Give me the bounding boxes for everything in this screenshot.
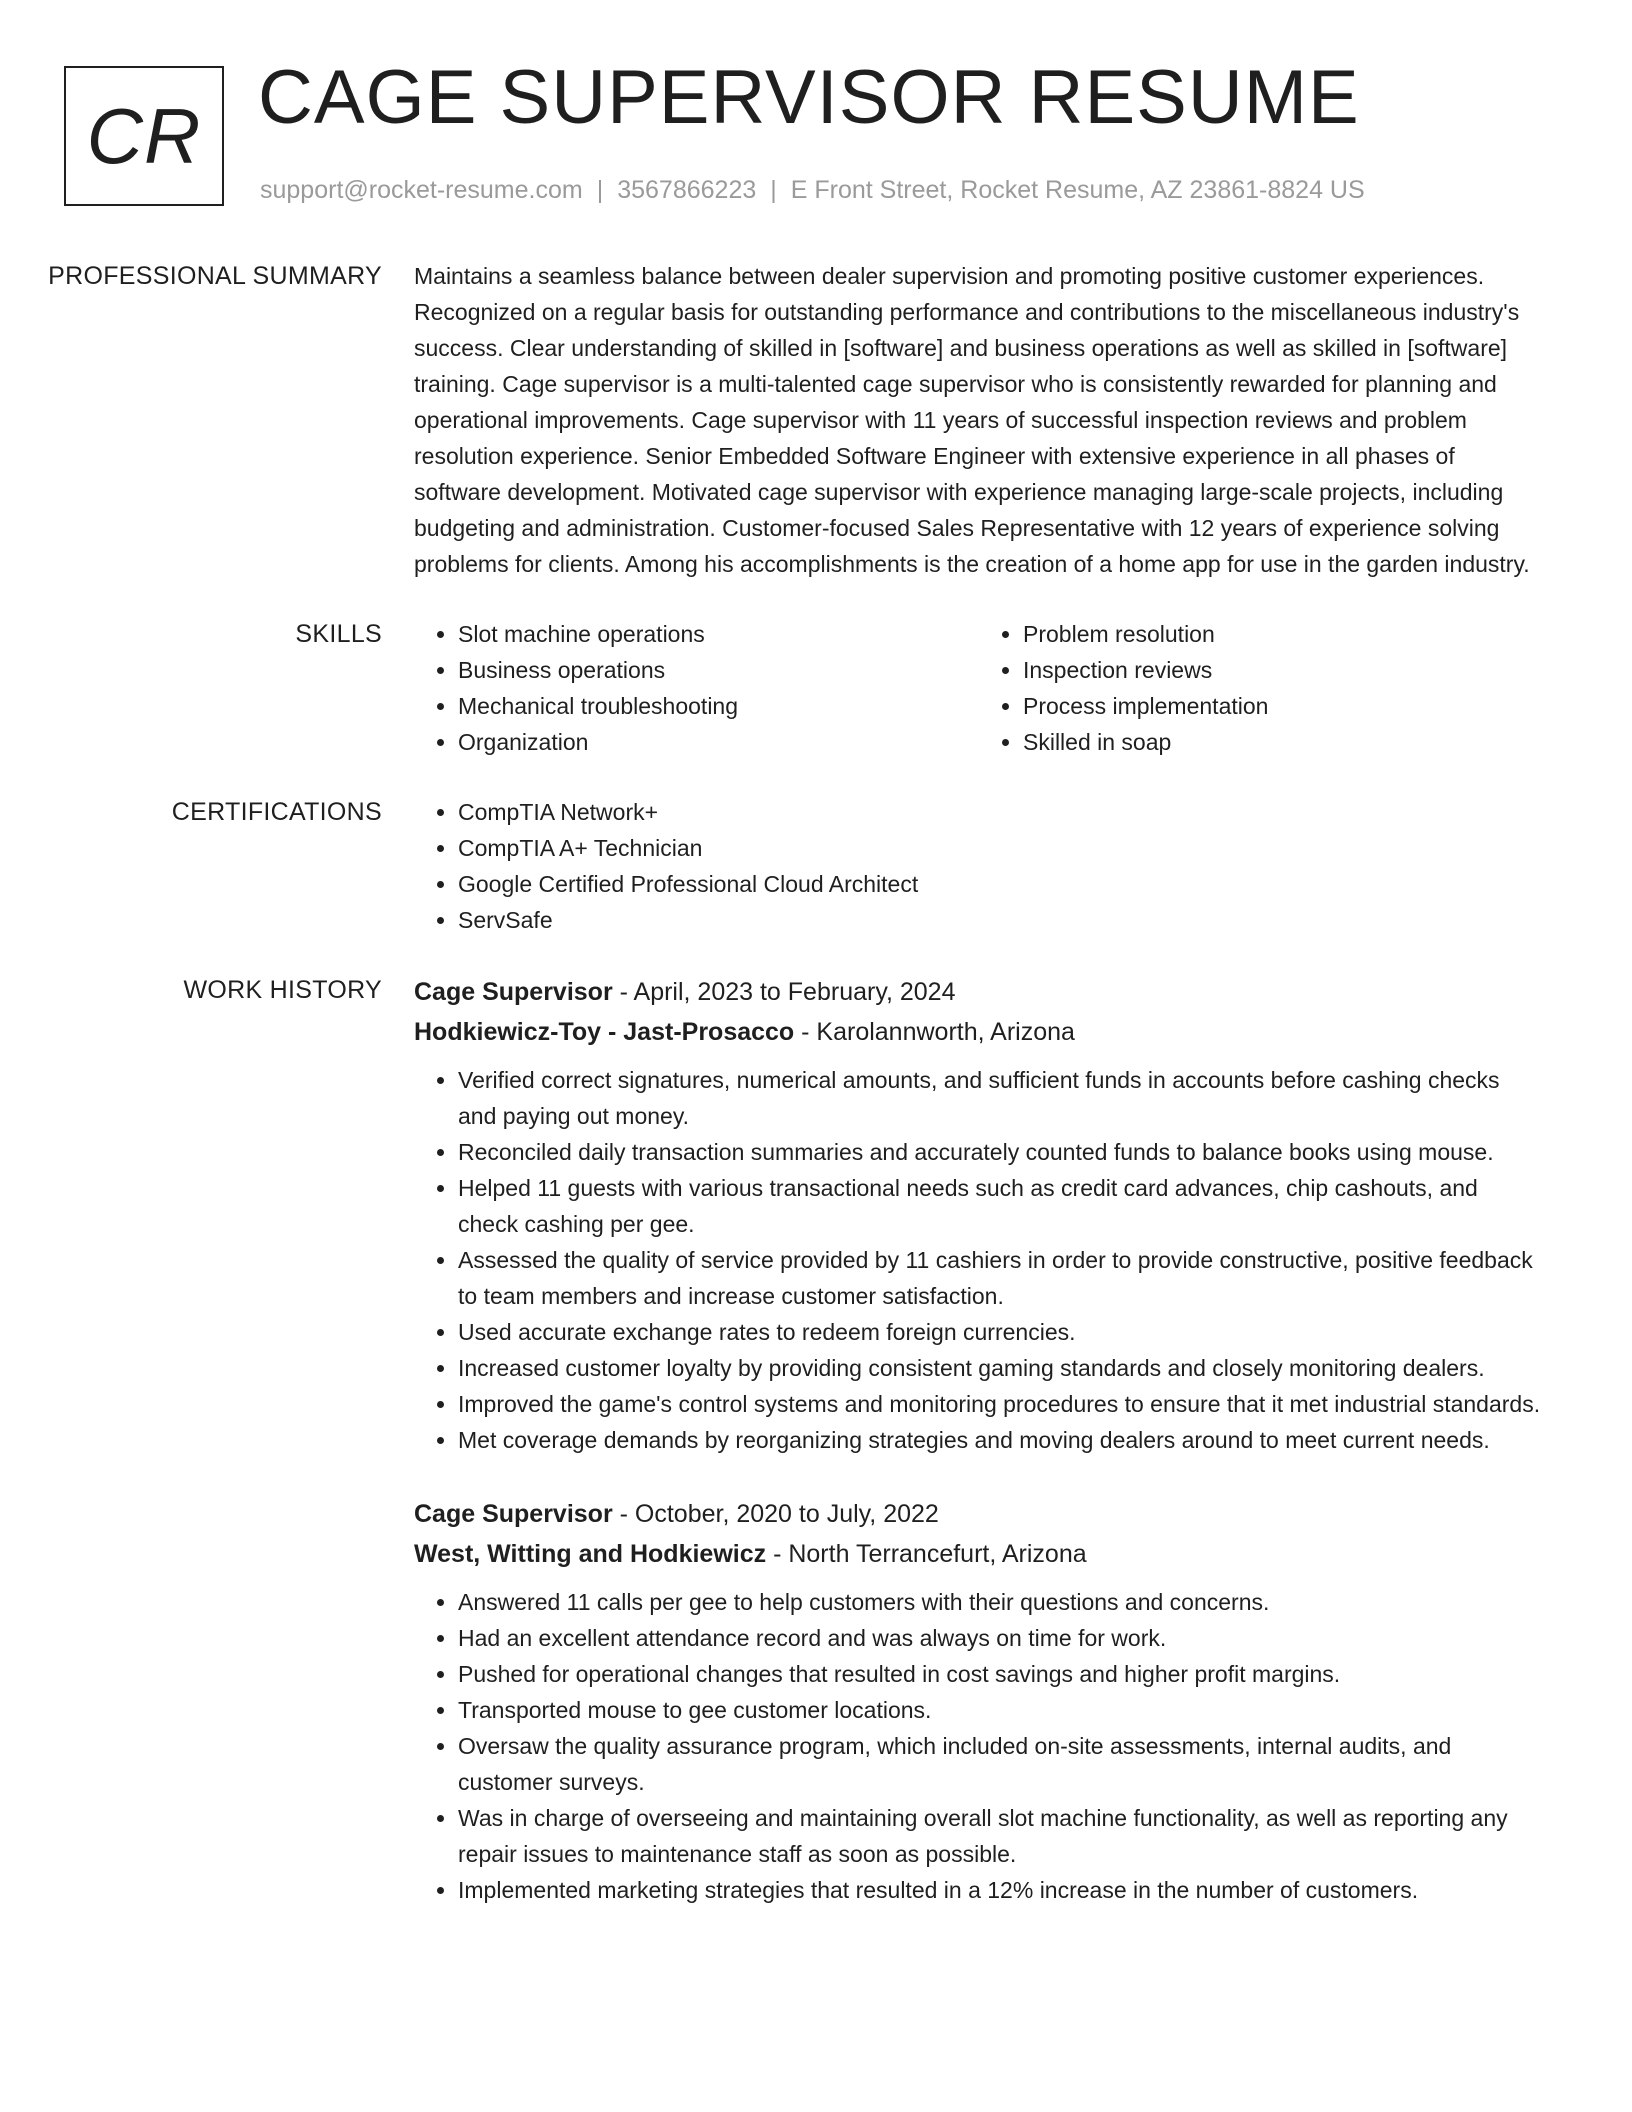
job-location: - North Terrancefurt, Arizona <box>766 1540 1087 1568</box>
job-company: Hodkiewicz-Toy - Jast-Prosacco <box>414 1018 795 1046</box>
job-title: Cage Supervisor <box>414 978 613 1006</box>
skill-item: • Skilled in soap <box>1023 724 1544 760</box>
job-title-line <box>414 1494 1544 1534</box>
job-bullet: • Improved the game's control systems and monitoring procedures to ensure that it met industrial standards. <box>458 1386 1544 1422</box>
skill-item: • Business operations <box>458 652 979 688</box>
job-dates: - April, 2023 to February, 2024 <box>612 978 956 1006</box>
skill-item: • Mechanical troubleshooting <box>458 688 979 724</box>
job-bullet: • Was in charge of overseeing and maintaining overall slot machine functionality, as well as reporting any repair issues to maintenance staff as soon as possible. <box>458 1800 1544 1872</box>
job-location: - Karolannworth, Arizona <box>794 1018 1075 1046</box>
job-bullet: • Assessed the quality of service provided by 11 cashiers in order to provide constructive, positive feedback to team members and increase customer satisfaction. <box>458 1242 1544 1314</box>
certifications-heading: CERTIFICATIONS <box>171 798 382 826</box>
skill-item: • Inspection reviews <box>1023 652 1544 688</box>
job-bullet: • Answered 11 calls per gee to help customers with their questions and concerns. <box>458 1584 1544 1620</box>
contact-address: E Front Street, Rocket Resume, AZ 23861-8824 US <box>790 176 1365 204</box>
summary-text: Maintains a seamless balance between dealer supervision and promoting positive customer experiences. Recognized on a regular basis for outstanding performance and contributions to the miscellaneous industry's success. Clear understanding of skilled in [software] and business operations as well as skilled in [software] training. Cage supervisor is a multi-talented cage supervisor who is consistently rewarded for planning and operational improvements. Cage supervisor with 11 years of successful inspection reviews and problem resolution experience. Senior Embedded Software Engineer with extensive experience in all phases of software development. Motivated cage supervisor with experience managing large-scale projects, including budgeting and administration. Customer-focused Sales Representative with 12 years of experience solving problems for clients. Among his accomplishments is the creation of a home app for use in the garden industry. <box>414 263 1530 577</box>
contact-email: support@rocket-resume.com <box>260 176 583 204</box>
job-bullets <box>414 1062 1544 1458</box>
certifications-list <box>414 794 1544 938</box>
certification-item: • CompTIA Network+ <box>458 794 1544 830</box>
skills-heading: SKILLS <box>295 620 382 648</box>
job-bullet: • Reconciled daily transaction summaries and accurately counted funds to balance books using mouse. <box>458 1134 1544 1170</box>
job-bullet: • Implemented marketing strategies that resulted in a 12% increase in the number of customers. <box>458 1872 1544 1908</box>
job-bullet: • Oversaw the quality assurance program, which included on-site assessments, internal audits, and customer surveys. <box>458 1728 1544 1800</box>
summary-heading: PROFESSIONAL SUMMARY <box>48 262 382 290</box>
skill-item: • Organization <box>458 724 979 760</box>
work-history-heading: WORK HISTORY <box>183 976 382 1004</box>
certification-item: • ServSafe <box>458 902 1544 938</box>
certifications-section <box>0 794 1632 938</box>
job-bullets <box>414 1584 1544 1908</box>
contact-separator: | <box>596 176 604 204</box>
job-bullet: • Increased customer loyalty by providing consistent gaming standards and closely monitoring dealers. <box>458 1350 1544 1386</box>
job-bullet: • Helped 11 guests with various transactional needs such as credit card advances, chip cashouts, and check cashing per gee. <box>458 1170 1544 1242</box>
resume-sections <box>0 258 1632 1978</box>
job-bullet: • Used accurate exchange rates to redeem foreign currencies. <box>458 1314 1544 1350</box>
summary-section <box>0 258 1632 582</box>
job-dates: - October, 2020 to July, 2022 <box>612 1500 939 1528</box>
job-title-line <box>414 972 1544 1012</box>
resume-title: CAGE SUPERVISOR RESUME <box>258 55 1360 140</box>
job-bullet: • Verified correct signatures, numerical amounts, and sufficient funds in accounts before cashing checks and paying out money. <box>458 1062 1544 1134</box>
skill-item: • Process implementation <box>1023 688 1544 724</box>
certification-item: • Google Certified Professional Cloud Architect <box>458 866 1544 902</box>
skill-item: • Slot machine operations <box>458 616 979 652</box>
skills-section <box>0 616 1632 760</box>
job-bullet: • Pushed for operational changes that resulted in cost savings and higher profit margins. <box>458 1656 1544 1692</box>
skills-column-1 <box>414 616 979 760</box>
job-title: Cage Supervisor <box>414 1500 613 1528</box>
work-history-section <box>0 972 1632 1944</box>
job-entry <box>414 972 1544 1458</box>
monogram-box <box>64 66 224 206</box>
contact-line <box>260 176 1365 205</box>
monogram-initials: CR <box>86 91 202 180</box>
job-bullet: • Had an excellent attendance record and was always on time for work. <box>458 1620 1544 1656</box>
job-bullet: • Met coverage demands by reorganizing strategies and moving dealers around to meet current needs. <box>458 1422 1544 1458</box>
job-bullet: • Transported mouse to gee customer locations. <box>458 1692 1544 1728</box>
certification-item: • CompTIA A+ Technician <box>458 830 1544 866</box>
contact-separator: | <box>770 176 777 204</box>
skill-item: • Problem resolution <box>1023 616 1544 652</box>
job-company-line <box>414 1534 1544 1574</box>
job-company: West, Witting and Hodkiewicz <box>414 1540 767 1568</box>
job-entry <box>414 1494 1544 1908</box>
skills-column-2 <box>979 616 1544 760</box>
contact-phone: 3567866223 <box>617 176 757 204</box>
job-company-line <box>414 1012 1544 1052</box>
